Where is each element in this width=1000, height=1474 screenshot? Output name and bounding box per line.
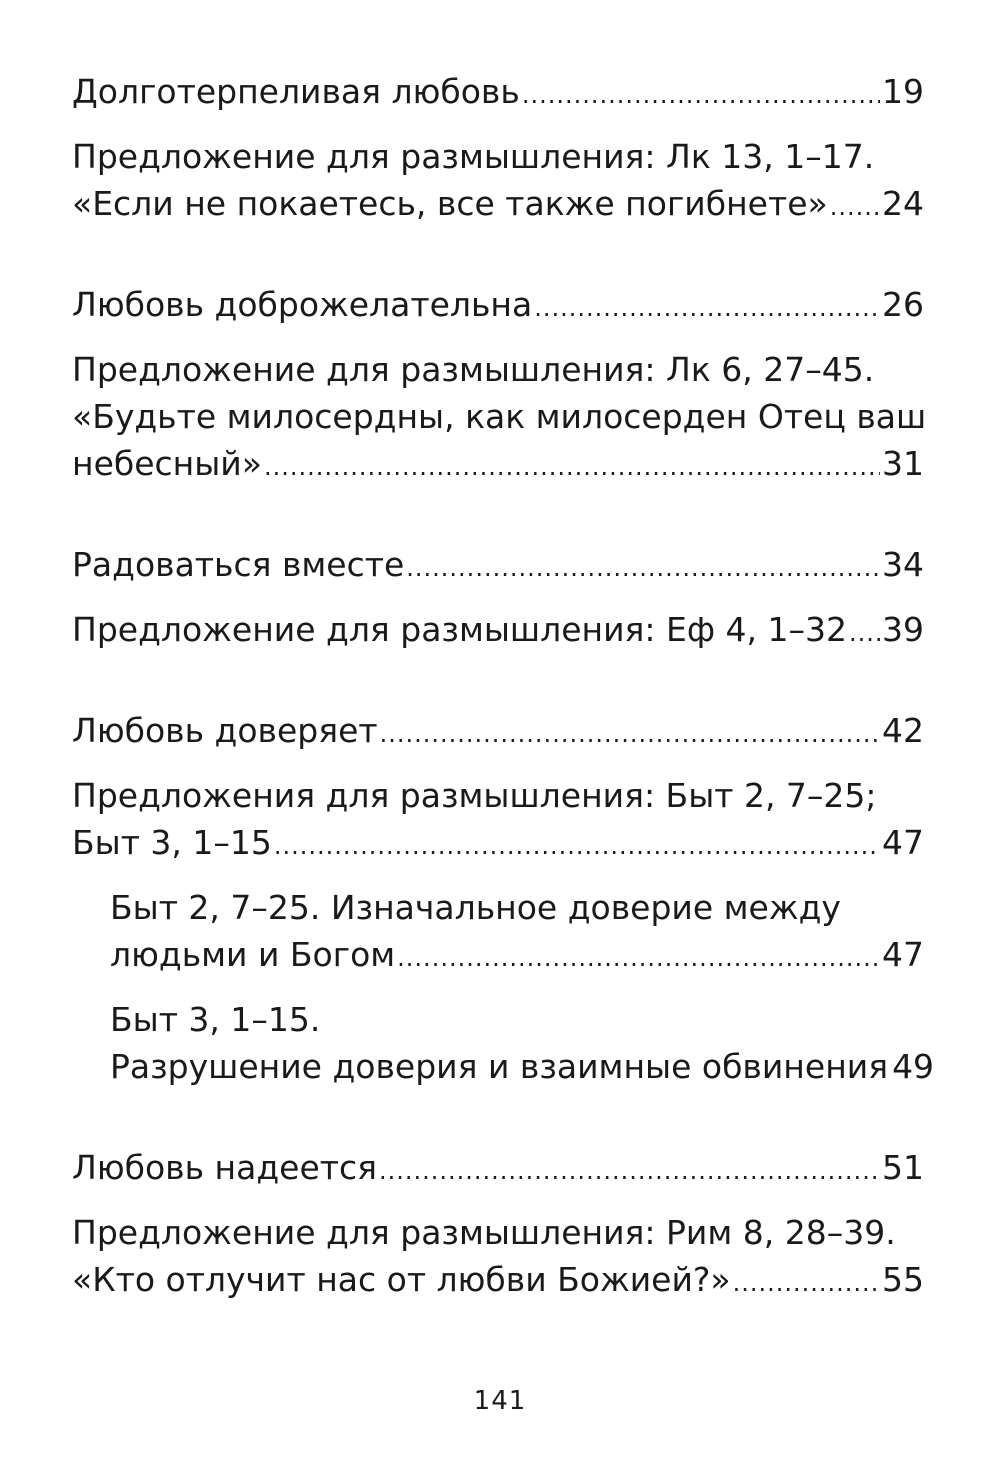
toc-entry-title: людьми и Богом xyxy=(110,935,396,974)
toc-page-number: 31 xyxy=(882,444,924,483)
dot-leader xyxy=(379,1144,880,1195)
toc-entry-title: Радоваться вместе xyxy=(72,545,405,584)
toc-entry-title: Любовь доброжелательна xyxy=(72,285,533,324)
toc-leader-line xyxy=(72,1256,924,1307)
dot-leader xyxy=(522,68,880,119)
toc-leader-line xyxy=(72,180,924,231)
toc-page-number: 26 xyxy=(882,285,924,324)
toc-entry xyxy=(72,1209,924,1307)
toc-entry-title: Быт 3, 1–15 xyxy=(72,823,272,862)
toc-entry xyxy=(72,541,924,592)
dot-leader xyxy=(830,180,880,231)
toc-leader-line xyxy=(110,931,924,982)
dot-leader xyxy=(274,819,880,870)
toc-entry xyxy=(72,1144,924,1195)
toc-page-number: 39 xyxy=(882,610,924,649)
toc-entry xyxy=(72,772,924,870)
toc-page-number: 47 xyxy=(882,935,924,974)
toc-entry-line: Предложение для размышления: Лк 6, 27–45. xyxy=(72,350,875,389)
toc-leader-line xyxy=(72,707,924,758)
toc-page-number: 47 xyxy=(882,823,924,862)
toc-entry-line: Быт 3, 1–15. xyxy=(110,1000,321,1039)
toc-entry xyxy=(72,133,924,231)
dot-leader xyxy=(264,440,880,491)
toc-entry-line: Быт 2, 7–25. Изначальное доверие между xyxy=(110,888,841,927)
dot-leader xyxy=(534,281,880,332)
toc-page-number: 24 xyxy=(882,184,924,223)
toc-entry xyxy=(72,346,927,491)
toc-entry-title: «Кто отлучит нас от любви Божией?» xyxy=(72,1260,731,1299)
toc-entry-title: Любовь надеется xyxy=(72,1148,377,1187)
toc-subentry xyxy=(110,996,935,1094)
toc-entry-title: Долготерпеливая любовь xyxy=(72,72,520,111)
toc-leader-line xyxy=(72,819,924,870)
toc-entry-title: небесный» xyxy=(72,444,262,483)
dot-leader xyxy=(406,541,880,592)
toc-page-number: 19 xyxy=(882,72,924,111)
toc-leader-line xyxy=(72,1144,924,1195)
toc-leader-line xyxy=(110,1043,935,1094)
toc-entry-line: Предложение для размышления: Лк 13, 1–17. xyxy=(72,137,875,176)
toc-page-number: 51 xyxy=(882,1148,924,1187)
toc-entry-line: «Будьте милосердны, как милосерден Отец ваш xyxy=(72,397,927,436)
toc-page-number: 49 xyxy=(892,1047,935,1086)
toc-entry xyxy=(72,606,924,657)
dot-leader xyxy=(380,707,880,758)
toc-entry xyxy=(72,68,924,119)
toc-entry-line: Предложения для размышления: Быт 2, 7–25; xyxy=(72,776,877,815)
table-of-contents xyxy=(72,68,935,1307)
toc-entry xyxy=(72,707,924,758)
toc-entry-title: Предложение для размышления: Еф 4, 1–32 xyxy=(72,610,848,649)
toc-entry-title: «Если не покаетесь, все также погибнете» xyxy=(72,184,828,223)
toc-entry xyxy=(72,281,924,332)
toc-subentry xyxy=(110,884,924,982)
dot-leader xyxy=(397,931,880,982)
dot-leader xyxy=(849,606,880,657)
toc-leader-line xyxy=(72,68,924,119)
toc-page-number: 42 xyxy=(882,711,924,750)
toc-entry-line: Предложение для размышления: Рим 8, 28–39. xyxy=(72,1213,896,1252)
toc-page-number: 55 xyxy=(882,1260,924,1299)
toc-entry-title: Любовь доверяет xyxy=(72,711,378,750)
toc-leader-line xyxy=(72,541,924,592)
dot-leader xyxy=(733,1256,880,1307)
toc-page-number: 34 xyxy=(882,545,924,584)
page-folio-number: 141 xyxy=(473,1386,527,1416)
toc-leader-line xyxy=(72,606,924,657)
toc-leader-line xyxy=(72,440,924,491)
toc-entry-title: Разрушение доверия и взаимные обвинения xyxy=(110,1047,889,1086)
toc-leader-line xyxy=(72,281,924,332)
